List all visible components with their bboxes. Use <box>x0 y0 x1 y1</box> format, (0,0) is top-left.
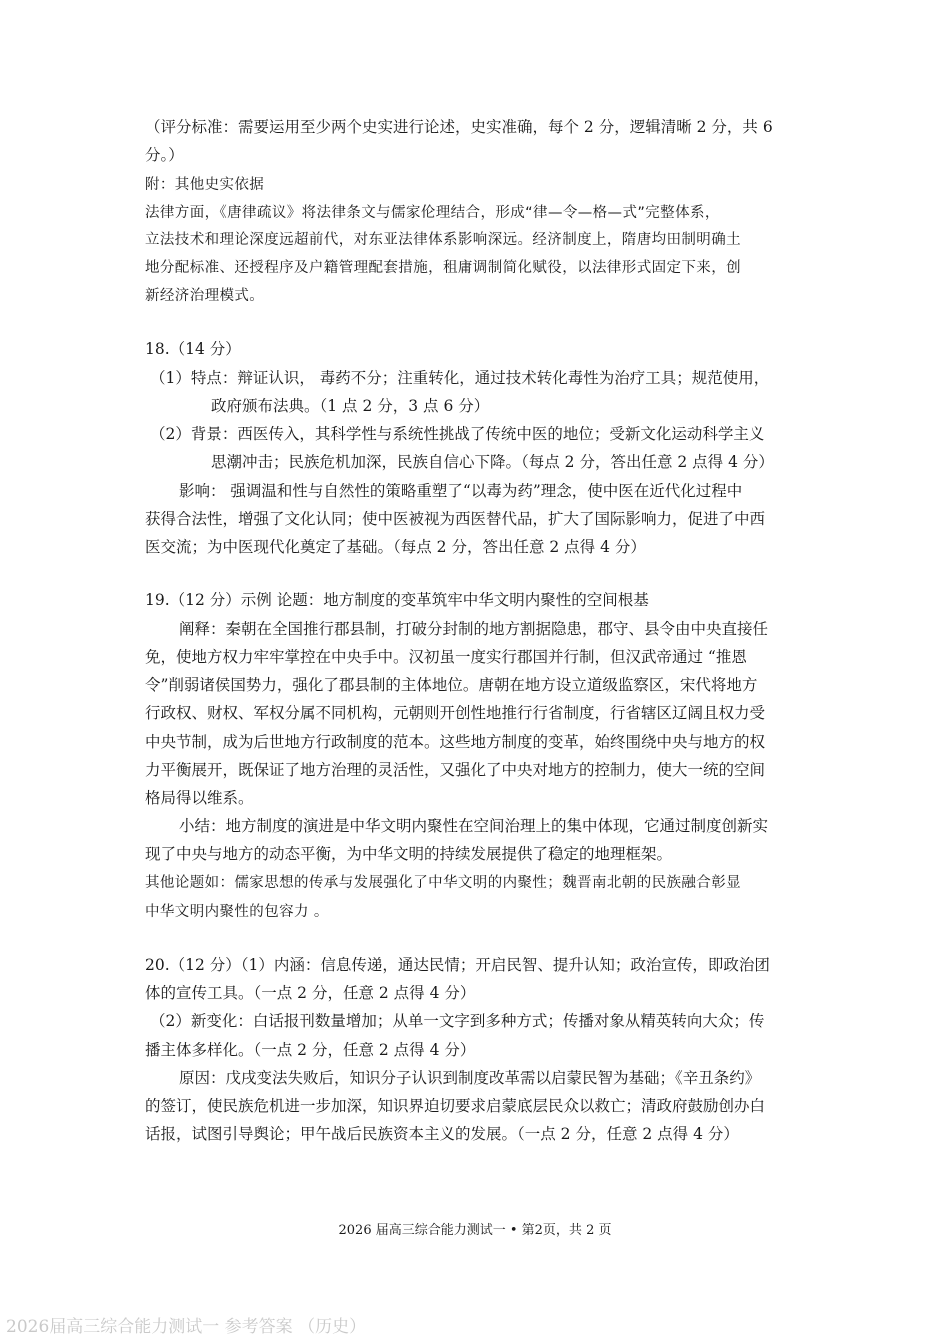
text-line: （2）新变化：白话报刊数量增加；从单一文字到多种方式；传播对象从精英转向大众；传 <box>150 1012 765 1030</box>
text-line: 的签订，使民族危机进一步加深，知识界迫切要求启蒙底层民众以救亡；清政府鼓励创办白 <box>145 1097 766 1115</box>
text-line: 播主体多样化。（一点 2 分，任意 2 点得 4 分） <box>145 1041 476 1059</box>
text-line: 原因：戊戌变法失败后，知识分子认识到制度改革需以启蒙民智为基础；《辛丑条约》 <box>179 1069 761 1087</box>
text-line: 地分配标准、还授程序及户籍管理配套措施，租庸调制简化赋役，以法律形式固定下来，创 <box>145 260 741 276</box>
text-line: 话报，试图引导舆论；甲午战后民族资本主义的发展。（一点 2 分，任意 2 点得 4 分） <box>145 1125 739 1143</box>
question-heading: 20.（12 分）（1）内涵：信息传递，通达民情；开启民智、提升认知；政治宣传，即政治团 <box>145 956 770 974</box>
question-heading: 18.（14 分） <box>145 340 241 358</box>
text-line: （1）特点：辩证认识， 毒药不分；注重转化，通过技术转化毒性为治疗工具；规范使用， <box>150 369 770 387</box>
text-line: 免，使地方权力牢牢掌控在中央手中。汉初虽一度实行郡国并行制，但汉武帝通过 “推恩 <box>145 648 747 666</box>
text-line: 现了中央与地方的动态平衡，为中华文明的持续发展提供了稳定的地理框架。 <box>145 845 673 863</box>
text-line: 令”削弱诸侯国势力，强化了郡县制的主体地位。唐朝在地方设立道级监察区，宋代将地方 <box>145 676 758 694</box>
text-line: 新经济治理模式。 <box>145 288 265 304</box>
text-line: （2）背景：西医传入，其科学性与系统性挑战了传统中医的地位；受新文化运动科学主义 <box>150 425 765 443</box>
text-line: 格局得以维系。 <box>145 789 254 807</box>
question-heading: 19.（12 分）示例 论题：地方制度的变革筑牢中华文明内聚性的空间根基 <box>145 591 649 609</box>
text-line: 行政权、财权、军权分属不同机构，元朝则开创性地推行行省制度，行省辖区辽阔且权力受 <box>145 704 766 722</box>
text-line: 附：其他史实依据 <box>145 177 265 193</box>
text-line: 阐释：秦朝在全国推行郡县制，打破分封制的地方割据隐患，郡守、县令由中央直接任 <box>179 620 769 638</box>
document-watermark: 2026届高三综合能力测试一 参考答案 （历史） <box>6 1317 367 1337</box>
text-line: 法律方面，《唐律疏议》将法律条文与儒家伦理结合，形成“律—令—格—式”完整体系， <box>145 205 720 221</box>
text-line: 分。） <box>145 146 184 164</box>
text-line: 获得合法性，增强了文化认同；使中医被视为西医替代品，扩大了国际影响力，促进了中西 <box>145 510 766 528</box>
text-line: 小结：地方制度的演进是中华文明内聚性在空间治理上的集中体现，它通过制度创新实 <box>179 817 769 835</box>
text-line: 中央节制，成为后世地方行政制度的范本。这些地方制度的变革，始终围绕中央与地方的权 <box>145 733 766 751</box>
text-line: 立法技术和理论深度远超前代，对东亚法律体系影响深远。经济制度上，隋唐均田制明确土 <box>145 232 741 248</box>
text-line: 力平衡展开，既保证了地方治理的灵活性，又强化了中央对地方的控制力，使大一统的空间 <box>145 761 766 779</box>
text-line: 影响： 强调温和性与自然性的策略重塑了“以毒为药”理念，使中医在近代化过程中 <box>179 482 743 500</box>
page-footer: 2026 届高三综合能力测试一 • 第2页，共 2 页 <box>338 1223 612 1238</box>
text-line: 中华文明内聚性的包容力 。 <box>145 904 329 920</box>
text-line: 政府颁布法典。（1 点 2 分，3 点 6 分） <box>211 397 490 415</box>
text-line: 其他论题如：儒家思想的传承与发展强化了中华文明的内聚性；魏晋南北朝的民族融合彰显 <box>145 875 741 891</box>
text-line: （评分标准：需要运用至少两个史实进行论述，史实准确，每个 2 分，逻辑清晰 2 分，共 6 <box>145 118 773 136</box>
text-line: 思潮冲击；民族危机加深，民族自信心下降。（每点 2 分，答出任意 2 点得 4 分） <box>211 453 774 471</box>
text-line: 体的宣传工具。（一点 2 分，任意 2 点得 4 分） <box>145 984 476 1002</box>
text-line: 医交流；为中医现代化奠定了基础。（每点 2 分，答出任意 2 点得 4 分） <box>145 538 646 556</box>
